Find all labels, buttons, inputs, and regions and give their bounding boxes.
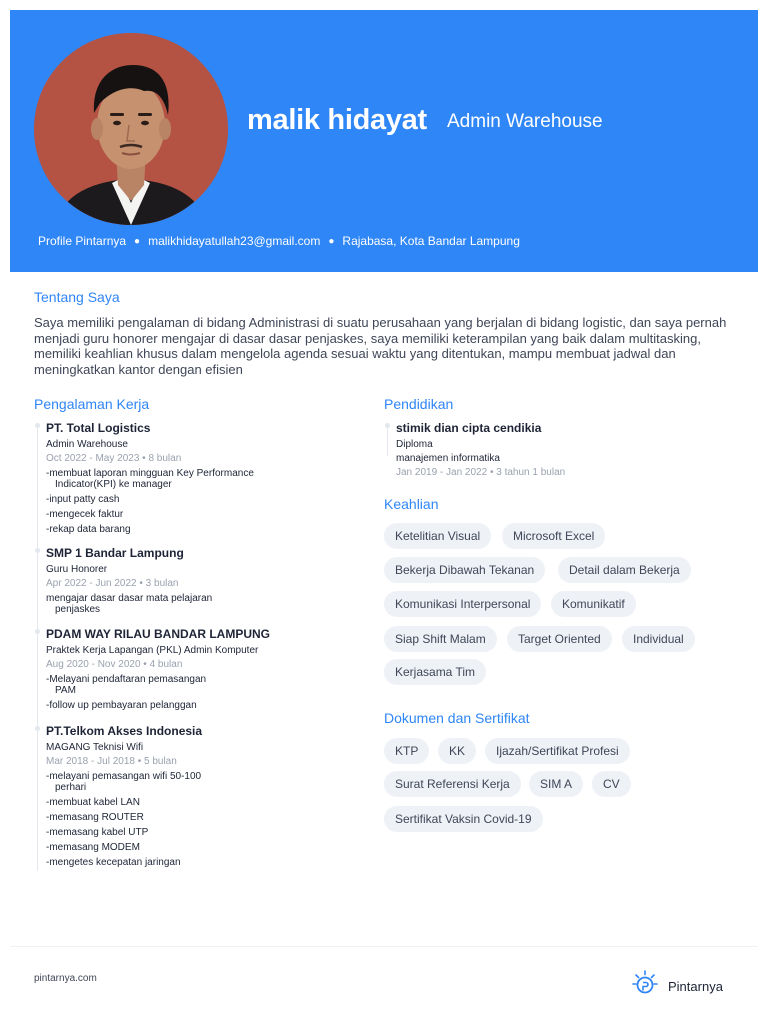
skill-chip: Bekerja Dibawah Tekanan — [384, 557, 545, 583]
education-dates: Jan 2019 - Jan 2022 • 3 tahun 1 bulan — [396, 467, 566, 478]
desc-line: penjaskes — [55, 604, 101, 615]
desc-line: -follow up pembayaran pelanggan — [46, 700, 197, 711]
experience-company: PDAM WAY RILAU BANDAR LAMPUNG — [46, 627, 271, 641]
lightbulb-icon — [632, 970, 658, 1003]
education-major: manajemen informatika — [396, 453, 500, 464]
desc-line: -input patty cash — [46, 494, 120, 505]
experience-description — [46, 771, 201, 868]
profile-photo — [34, 33, 228, 225]
timeline-line — [387, 424, 388, 456]
experience-dates: Aug 2020 - Nov 2020 • 4 bulan — [46, 659, 183, 670]
profile-name: malik hidayat — [247, 104, 427, 136]
location-text: Rajabasa, Kota Bandar Lampung — [342, 234, 520, 248]
brand-logo — [632, 970, 723, 1003]
footer-url[interactable]: pintarnya.com — [34, 973, 97, 984]
experience-description — [46, 674, 206, 711]
document-chip: Ijazah/Sertifikat Profesi — [485, 738, 630, 764]
experience-title: Pengalaman Kerja — [34, 396, 150, 412]
document-chip: CV — [592, 771, 631, 797]
desc-line: -membuat laporan mingguan Key Performance — [46, 468, 254, 479]
email-text[interactable]: malikhidayatullah23@gmail.com — [148, 234, 321, 248]
experience-position: MAGANG Teknisi Wifi — [46, 742, 144, 753]
about-text: Saya memiliki pengalaman di bidang Administrasi di suatu perusahaan yang berjalan di bidang logistic, dan saya pernah menjadi guru honorer mengajar di dasar dasar penjaskes, saya memiliki keterampilan yang baik dalam multitasking, memiliki keahlian khusus dalam mengelola agenda sesuai waktu yang ditentukan, mampu membuat jadwal dan meningkatkan kantor dengan efisien — [34, 315, 727, 377]
timeline-bullet — [35, 629, 40, 634]
desc-line: -rekap data barang — [46, 524, 131, 535]
separator-dot: ● — [134, 235, 141, 247]
skill-chip: Komunikatif — [551, 591, 636, 617]
experience-company: SMP 1 Bandar Lampung — [46, 546, 184, 560]
education-degree: Diploma — [396, 439, 433, 450]
desc-line: perhari — [55, 782, 87, 793]
experience-company: PT. Total Logistics — [46, 421, 151, 435]
desc-line: -mengetes kecepatan jaringan — [46, 857, 181, 868]
desc-line: -membuat kabel LAN — [46, 797, 140, 808]
experience-dates: Oct 2022 - May 2023 • 8 bulan — [46, 453, 182, 464]
desc-line: -memasang kabel UTP — [46, 827, 149, 838]
brand-name: Pintarnya — [668, 979, 723, 994]
experience-dates: Apr 2022 - Jun 2022 • 3 bulan — [46, 578, 179, 589]
document-chip: Sertifikat Vaksin Covid-19 — [384, 806, 543, 832]
skill-chip: Microsoft Excel — [502, 523, 605, 549]
timeline-bullet — [385, 423, 390, 428]
desc-line: -memasang MODEM — [46, 842, 140, 853]
timeline-bullet — [35, 423, 40, 428]
document-chip: Surat Referensi Kerja — [384, 771, 521, 797]
skill-chip: Ketelitian Visual — [384, 523, 491, 549]
desc-line: -Melayani pendaftaran pemasangan — [46, 674, 207, 685]
desc-line: mengajar dasar dasar mata pelajaran — [46, 593, 213, 604]
desc-line: -mengecek faktur — [46, 509, 124, 520]
education-school: stimik dian cipta cendikia — [396, 421, 542, 435]
profile-header — [10, 10, 758, 272]
experience-position: Admin Warehouse — [46, 439, 128, 450]
separator-dot: ● — [328, 235, 335, 247]
skills-title: Keahlian — [384, 496, 439, 512]
experience-description — [46, 593, 212, 615]
desc-line: PAM — [55, 685, 76, 696]
profile-role: Admin Warehouse — [447, 111, 603, 132]
timeline-line — [37, 424, 38, 871]
footer-divider — [10, 946, 758, 947]
experience-position: Praktek Kerja Lapangan (PKL) Admin Komputer — [46, 645, 259, 656]
experience-dates: Mar 2018 - Jul 2018 • 5 bulan — [46, 756, 177, 767]
skill-chip: Komunikasi Interpersonal — [384, 591, 541, 617]
desc-line: -memasang ROUTER — [46, 812, 144, 823]
skill-chip: Individual — [622, 626, 695, 652]
documents-title: Dokumen dan Sertifikat — [384, 710, 530, 726]
desc-line: -melayani pemasangan wifi 50-100 — [46, 771, 202, 782]
skill-chip: Detail dalam Bekerja — [558, 557, 691, 583]
skill-chip: Target Oriented — [507, 626, 612, 652]
document-chip: KK — [438, 738, 476, 764]
skill-chip: Kerjasama Tim — [384, 659, 486, 685]
document-chip: KTP — [384, 738, 429, 764]
profile-link[interactable]: Profile Pintarnya — [38, 234, 127, 248]
desc-line: Indicator(KPI) ke manager — [55, 479, 172, 490]
experience-company: PT.Telkom Akses Indonesia — [46, 724, 203, 738]
about-title: Tentang Saya — [34, 289, 120, 305]
education-title: Pendidikan — [384, 396, 454, 412]
timeline-bullet — [35, 548, 40, 553]
document-chip: SIM A — [529, 771, 583, 797]
timeline-bullet — [35, 726, 40, 731]
skill-chip: Siap Shift Malam — [384, 626, 497, 652]
experience-description — [46, 468, 254, 535]
experience-position: Guru Honorer — [46, 564, 108, 575]
contact-line — [38, 234, 520, 248]
